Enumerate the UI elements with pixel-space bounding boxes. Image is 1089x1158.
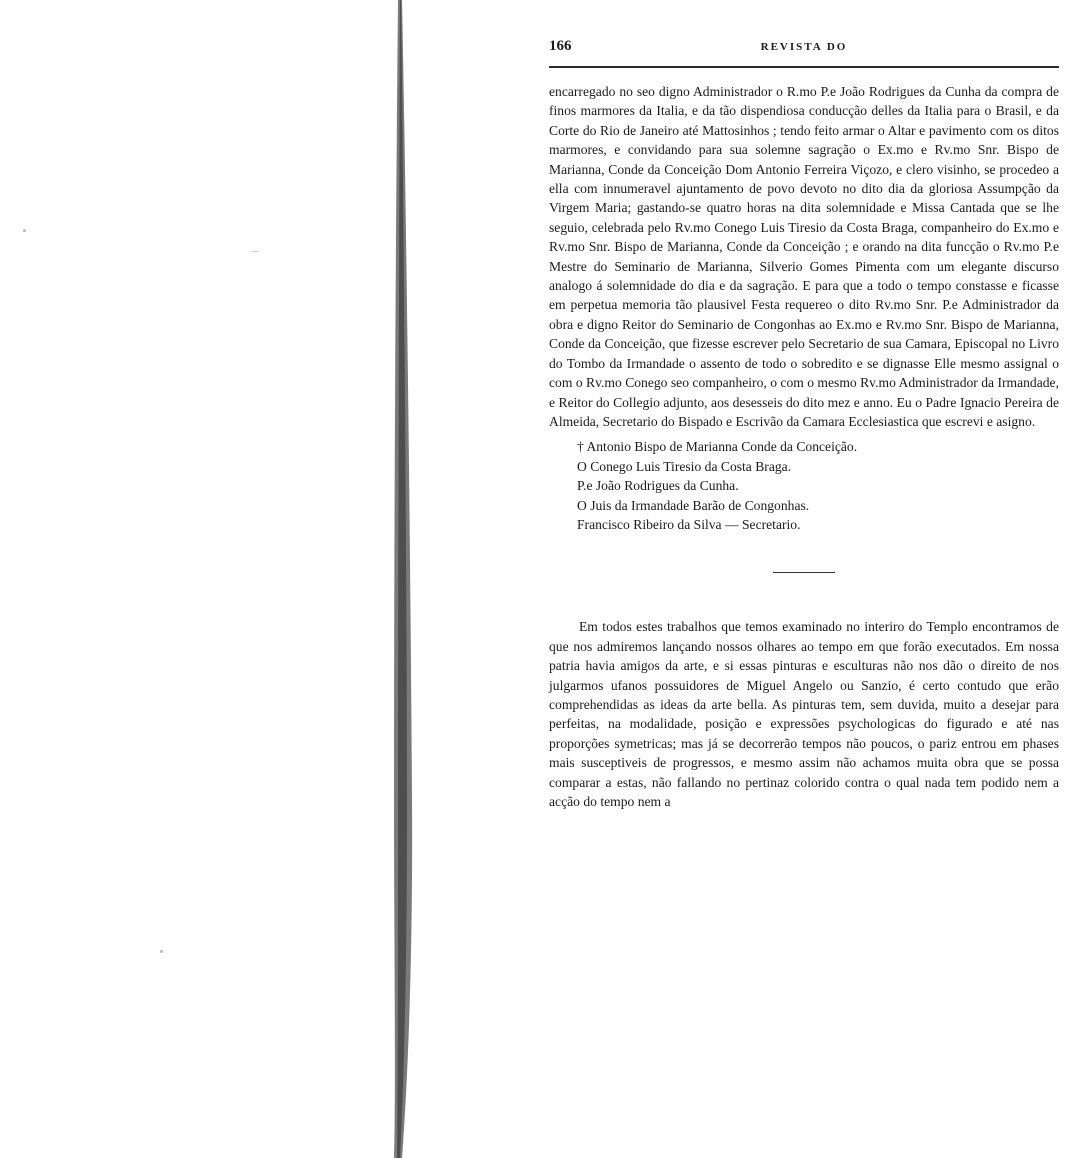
header-rule bbox=[549, 66, 1059, 68]
signature-block bbox=[577, 437, 1059, 534]
page-number: 166 bbox=[549, 38, 572, 54]
scan-mark bbox=[251, 251, 259, 252]
scan-speck bbox=[160, 950, 163, 953]
section-separator bbox=[773, 572, 835, 573]
running-head: REVISTA DO bbox=[760, 41, 848, 53]
body-paragraph: Em todos estes trabalhos que temos examinado no interiro do Templo encontramos de que nos admiremos lançando nossos olhares ao tempo em que forão executados. Em nossa patria havia amigos da arte, e si essas pinturas e esculturas não nos dão o direito de nos julgarmos ufanos possuidores de Miguel Angelo ou Sanzio, é certo contudo que erão comprehendidas as ideas da arte bella. As pinturas tem, sem duvida, muito a desejar para perfeitas, na modalidade, posição e expressões psychologicas do figurado e até nas proporções symetricas; mas já se decorrerão tempos não poucos, o pariz entrou em phases mais susceptiveis de progressos, e mesmo assim não achamos muita obra que se possa comparar a estas, não fallando no pertinaz colorido contra o qual nada tem podido nem a acção do tempo nem a bbox=[549, 619, 1059, 809]
signature-line: P.e João Rodrigues da Cunha. bbox=[577, 478, 739, 494]
signature-line: † Antonio Bispo de Marianna Conde da Conceição. bbox=[577, 439, 858, 455]
signature-line: Francisco Ribeiro da Silva — Secretario. bbox=[577, 516, 801, 532]
signature-line: O Conego Luis Tiresio da Costa Braga. bbox=[577, 458, 792, 474]
signature-line: O Juis da Irmandade Barão de Congonhas. bbox=[577, 497, 810, 513]
scan-speck bbox=[23, 229, 26, 232]
book-gutter-shadow bbox=[388, 0, 418, 1158]
page-header bbox=[549, 38, 1059, 60]
body-paragraph: encarregado no seo digno Administrador o R.mo P.e João Rodrigues da Cunha da compra de finos marmores da Italia, e da tão dispendiosa conducção delles da Italia para o Brasil, e da Corte do Rio de Janeiro até Mattosinhos ; tendo feito armar o Altar e pavimento com os ditos marmores, e convidando para sua solemne sagração o Ex.mo e Rv.mo Snr. Bispo de Marianna, Conde da Conceição Dom Antonio Ferreira Viçozo, e clero visinho, se procedeo a ella com innumeravel ajuntamento de povo devoto no dito dia da gloriosa Assumpção da Virgem Maria; gastando-se quatro horas na dita solemnidade e Missa Cantada que se lhe seguio, celebrada pelo Rv.mo Conego Luis Tiresio da Costa Braga, companheiro do Ex.mo e Rv.mo Snr. Bispo de Marianna, Conde da Conceição ; e orando na dita funcção o Rv.mo P.e Mestre do Seminario de Marianna, Silverio Gomes Pimenta com um elegante discurso analogo á solemnidade do dia e da sagração. E para que a todo o tempo constasse e ficasse em perpetua memoria tão plausivel Festa requereo o dito Rv.mo Snr. P.e Administrador da obra e digno Reitor do Seminario de Congonhas ao Ex.mo e Rv.mo Snr. Bispo de Marianna, Conde da Conceição, que fizesse escrever pelo Secretario de sua Camara, Episcopal no Livro do Tombo da Irmandade o assento de todo o sobredito e se dignasse Elle mesmo assignal o com o Rv.mo Conego seo companheiro, o com o mesmo Rv.mo Administrador da Irmandade, e Reitor do Collegio adjunto, aos desesseis do dito mez e anno. Eu o Padre Ignacio Pereira de Almeida, Secretario do Bispado e Escrivão da Camara Ecclesiastica que escrevi e asigno. bbox=[549, 84, 1059, 429]
book-page bbox=[549, 38, 1059, 811]
